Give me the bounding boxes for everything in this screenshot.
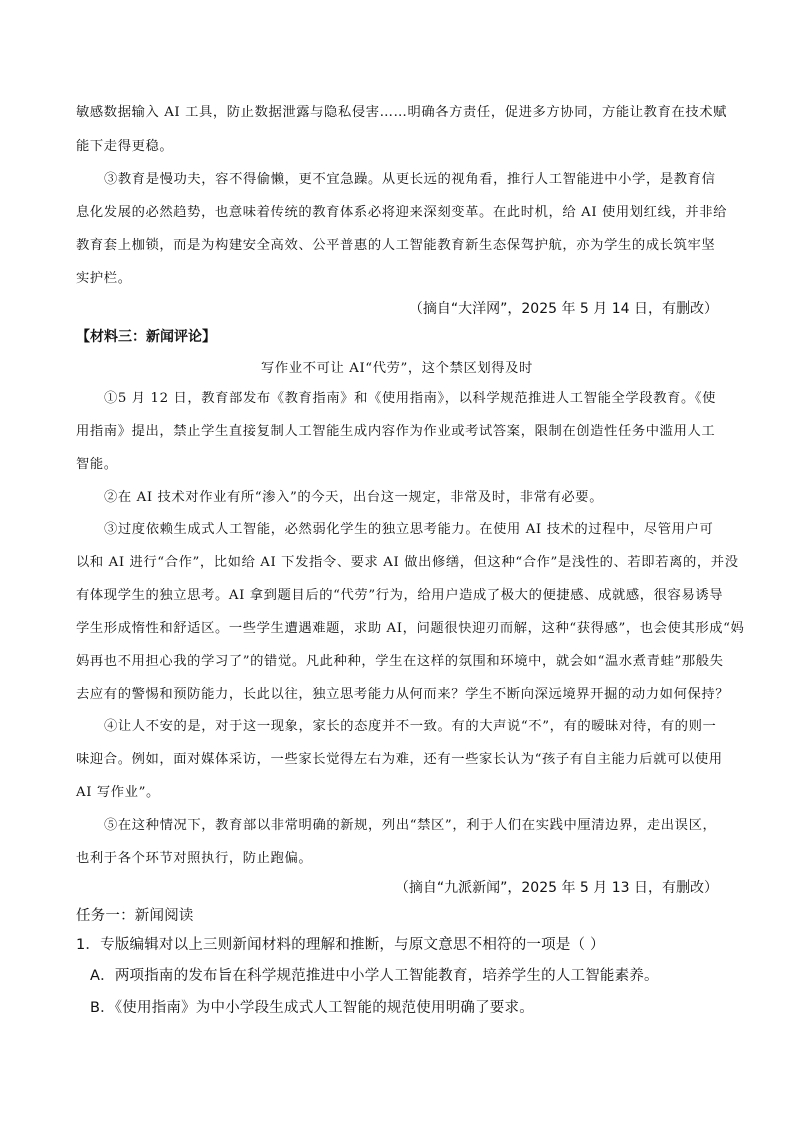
paragraph-line: ①5 月 12 日，教育部发布《教育指南》和《使用指南》，以科学规范推进人工智能全学段教育。《使	[104, 391, 717, 406]
source-citation: （摘自“大洋网”，2025 年 5 月 14 日，有删改）	[408, 301, 718, 317]
paragraph-line: ⑤在这种情况下，教育部以非常明确的新规，列出“禁区”，利于人们在实践中厘清边界，走出误区，	[104, 818, 717, 833]
paragraph-line: 以和 AI 进行“合作”，比如给 AI 下发指令、要求 AI 做出修缮，但这种“合作”是浅性的、若即若离的，并没	[76, 555, 739, 570]
task-heading: 任务一：新闻阅读	[76, 908, 194, 924]
paragraph-line: ③过度依赖生成式人工智能，必然弱化学生的独立思考能力。在使用 AI 技术的过程中，尽管用户可	[104, 522, 714, 537]
paragraph-line: 教育套上枷锁，而是为构建安全高效、公平普惠的人工智能教育新生态保驾护航，亦为学生的成长筑牢坚	[76, 238, 716, 253]
paragraph-line: 味迎合。例如，面对媒体采访，一些家长觉得左右为难，还有一些家长认为“孩子有自主能力后就可以使用	[76, 752, 723, 767]
paragraph-line: 能下走得更稳。	[76, 139, 174, 154]
source-citation: （摘自“九派新闻”，2025 年 5 月 13 日，有删改）	[394, 880, 718, 896]
paragraph-line: 用指南》提出，禁止学生直接复制人工智能生成内容作为作业或考试答案，限制在创造性任务中滥用人工	[76, 424, 716, 439]
paragraph-line: 实护栏。	[76, 271, 132, 286]
paragraph-line: 也利于各个环节对照执行，防止跑偏。	[76, 851, 313, 866]
paragraph-line: ③教育是慢功夫，容不得偷懒，更不宜急躁。从更长远的视角看，推行人工智能进中小学，是教育信	[104, 172, 716, 187]
paragraph-line: 妈再也不用担心我的学习了”的错觉。凡此种种，学生在这样的氛围和环境中，就会如“温水煮青蛙”那般失	[76, 654, 724, 669]
paragraph-line: ④让人不安的是，对于这一现象，家长的态度并不一致。有的大声说“不”，有的暧昧对待，有的则一	[104, 719, 717, 734]
article-title: 写作业不可让 AI“代劳”，这个禁区划得及时	[261, 361, 533, 376]
section-heading: 【材料三：新闻评论】	[76, 329, 216, 345]
paragraph-line: 息化发展的必然趋势，也意味着传统的教育体系必将迎来深刻变革。在此时机，给 AI 使用划红线，并非给	[76, 205, 728, 220]
paragraph-line: 学生形成惰性和舒适区。一些学生遭遇难题，求助 AI，问题很快迎刃而解，这种“获得感”，也会使其形成“妈	[76, 621, 745, 636]
paragraph-line: ②在 AI 技术对作业有所“渗入”的今天，出台这一规定，非常及时，非常有必要。	[104, 490, 604, 505]
question-text: 1．专版编辑对以上三则新闻材料的理解和推断，与原文意思不相符的一项是（ ）	[76, 937, 605, 953]
option-a: A．两项指南的发布旨在科学规范推进中小学人工智能教育，培养学生的人工智能素养。	[90, 968, 659, 984]
paragraph-line: 有体现学生的独立思考。AI 拿到题目后的“代劳”行为，给用户造成了极大的便捷感、成就感，很容易诱导	[76, 588, 724, 603]
paragraph-line: 敏感数据输入 AI 工具，防止数据泄露与隐私侵害……明确各方责任，促进多方协同，方能让教育在技术赋	[76, 105, 728, 120]
paragraph-line: 去应有的警惕和预防能力，长此以往，独立思考能力从何而来？学生不断向深远境界开掘的动力如何保持？	[76, 687, 730, 702]
paragraph-line: 智能。	[76, 457, 118, 472]
paragraph-line: AI 写作业”。	[76, 785, 160, 800]
option-b: B．《使用指南》为中小学段生成式人工智能的规范使用明确了要求。	[90, 1000, 534, 1016]
